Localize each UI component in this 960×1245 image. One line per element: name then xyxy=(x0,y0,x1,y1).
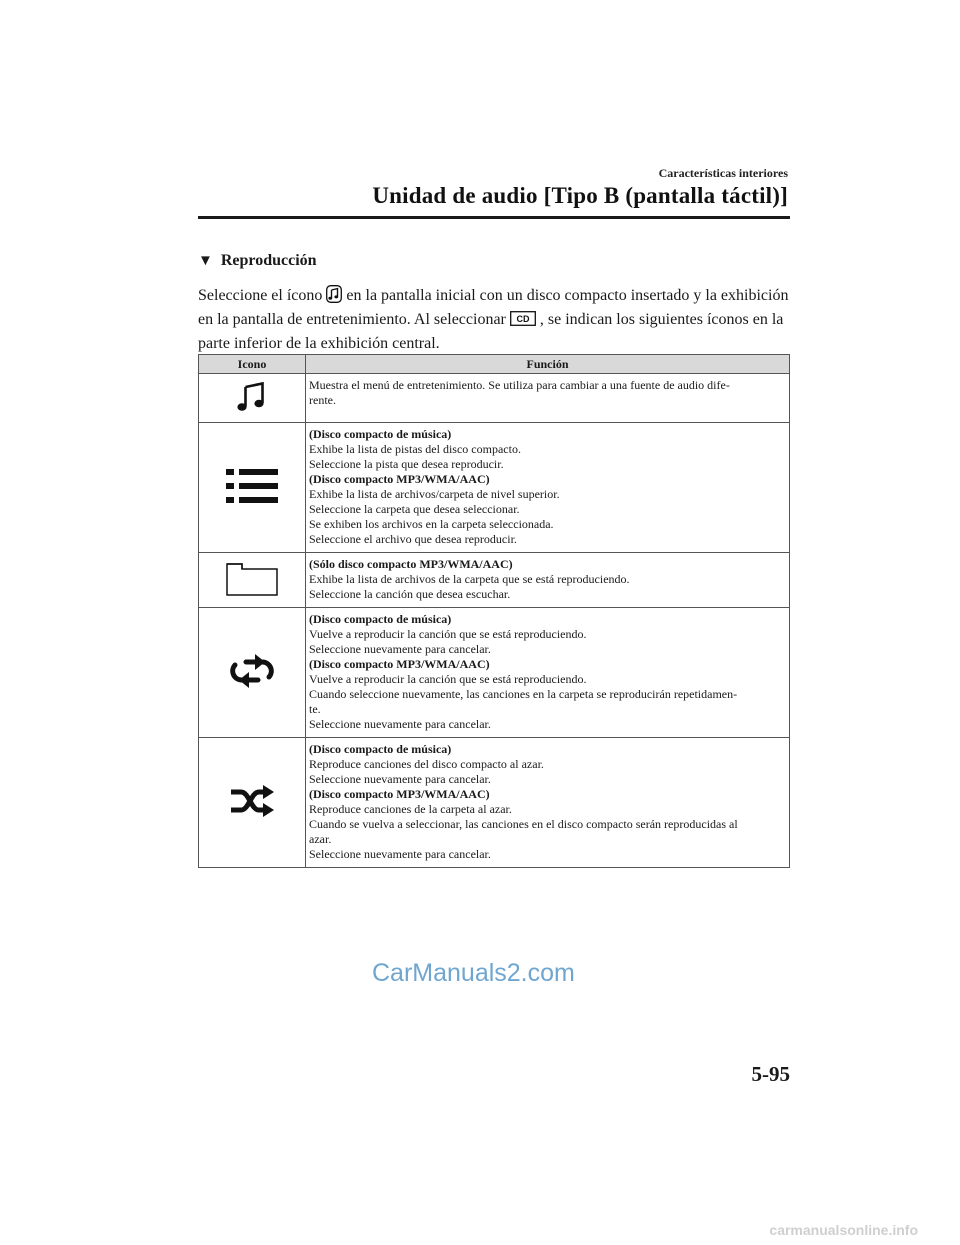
watermark-logo: CarManuals2.com xyxy=(372,959,575,987)
description-subheading: (Disco compacto MP3/WMA/AAC) xyxy=(309,787,490,801)
description-subheading: (Disco compacto de música) xyxy=(309,742,452,756)
description-line: Reproduce canciones del disco compacto al azar. xyxy=(309,757,544,771)
function-table xyxy=(198,354,790,868)
description-line: Exhibe la lista de archivos de la carpeta que se está reproduciendo. xyxy=(309,572,630,586)
section-marker: ▼ xyxy=(198,253,213,269)
description-line: te. xyxy=(309,702,321,716)
column-header-icon: Icono xyxy=(199,355,306,374)
cd-inline-icon xyxy=(510,311,536,326)
chapter-title: Características interiores xyxy=(658,166,788,180)
row-description xyxy=(306,553,790,608)
description-line: Seleccione nuevamente para cancelar. xyxy=(309,847,491,861)
table-row xyxy=(199,374,790,423)
description-line: Exhibe la lista de pistas del disco compacto. xyxy=(309,442,521,456)
table-row xyxy=(199,738,790,868)
column-header-function: Función xyxy=(306,355,790,374)
table-row xyxy=(199,608,790,738)
description-line: Cuando se vuelva a seleccionar, las canciones en el disco compacto serán reproducidas al xyxy=(309,817,738,831)
description-line: Cuando seleccione nuevamente, las canciones en la carpeta se reproducirán repetidamen- xyxy=(309,687,738,701)
description-subheading: (Sólo disco compacto MP3/WMA/AAC) xyxy=(309,557,513,571)
intro-paragraph xyxy=(198,284,792,356)
table-row xyxy=(199,553,790,608)
description-line: Seleccione nuevamente para cancelar. xyxy=(309,717,491,731)
description-line: Vuelve a reproducir la canción que se está reproduciendo. xyxy=(309,627,587,641)
row-description xyxy=(306,423,790,553)
description-line: Seleccione el archivo que desea reproducir. xyxy=(309,532,517,546)
description-subheading: (Disco compacto de música) xyxy=(309,612,452,626)
page-number: 5-95 xyxy=(751,1062,790,1086)
description-line: Seleccione la pista que desea reproducir. xyxy=(309,457,504,471)
description-line: Seleccione nuevamente para cancelar. xyxy=(309,772,491,786)
row-description xyxy=(306,374,790,423)
header-rule xyxy=(198,216,790,219)
description-line: Seleccione la canción que desea escuchar. xyxy=(309,587,511,601)
intro-text-2: en la pantalla inicial con un disco compacto insertado y la exhibición en la pantalla de entretenimiento. Al seleccionar xyxy=(198,287,789,328)
description-line: Muestra el menú de entretenimiento. Se utiliza para cambiar a una fuente de audio dife- xyxy=(309,378,730,392)
description-line: Reproduce canciones de la carpeta al azar. xyxy=(309,802,512,816)
footer-watermark: carmanualsonline.info xyxy=(769,1222,918,1238)
description-line: Vuelve a reproducir la canción que se está reproduciendo. xyxy=(309,672,587,686)
page-title: Unidad de audio [Tipo B (pantalla táctil)] xyxy=(372,183,788,208)
description-line: azar. xyxy=(309,832,332,846)
description-subheading: (Disco compacto de música) xyxy=(309,427,452,441)
description-line: rente. xyxy=(309,393,336,407)
shuffle-icon xyxy=(229,785,275,817)
folder-icon xyxy=(226,560,278,596)
music-note-icon xyxy=(236,380,268,412)
description-line: Seleccione la carpeta que desea seleccionar. xyxy=(309,502,520,516)
intro-text-3: , se indican los siguientes íconos en la parte inferior de la exhibición central. xyxy=(198,311,784,352)
music-note-inline-icon xyxy=(326,285,342,303)
intro-text-1: Seleccione el ícono xyxy=(198,287,327,304)
description-line: Se exhiben los archivos en la carpeta seleccionada. xyxy=(309,517,554,531)
section-heading xyxy=(198,252,317,270)
repeat-icon xyxy=(229,654,275,688)
description-line: Seleccione nuevamente para cancelar. xyxy=(309,642,491,656)
description-line: Exhibe la lista de archivos/carpeta de nivel superior. xyxy=(309,487,560,501)
row-description xyxy=(306,608,790,738)
description-subheading: (Disco compacto MP3/WMA/AAC) xyxy=(309,472,490,486)
list-icon xyxy=(226,468,278,504)
description-subheading: (Disco compacto MP3/WMA/AAC) xyxy=(309,657,490,671)
row-description xyxy=(306,738,790,868)
svg-text:CD: CD xyxy=(516,314,530,324)
section-title: Reproducción xyxy=(220,252,317,269)
table-row xyxy=(199,423,790,553)
